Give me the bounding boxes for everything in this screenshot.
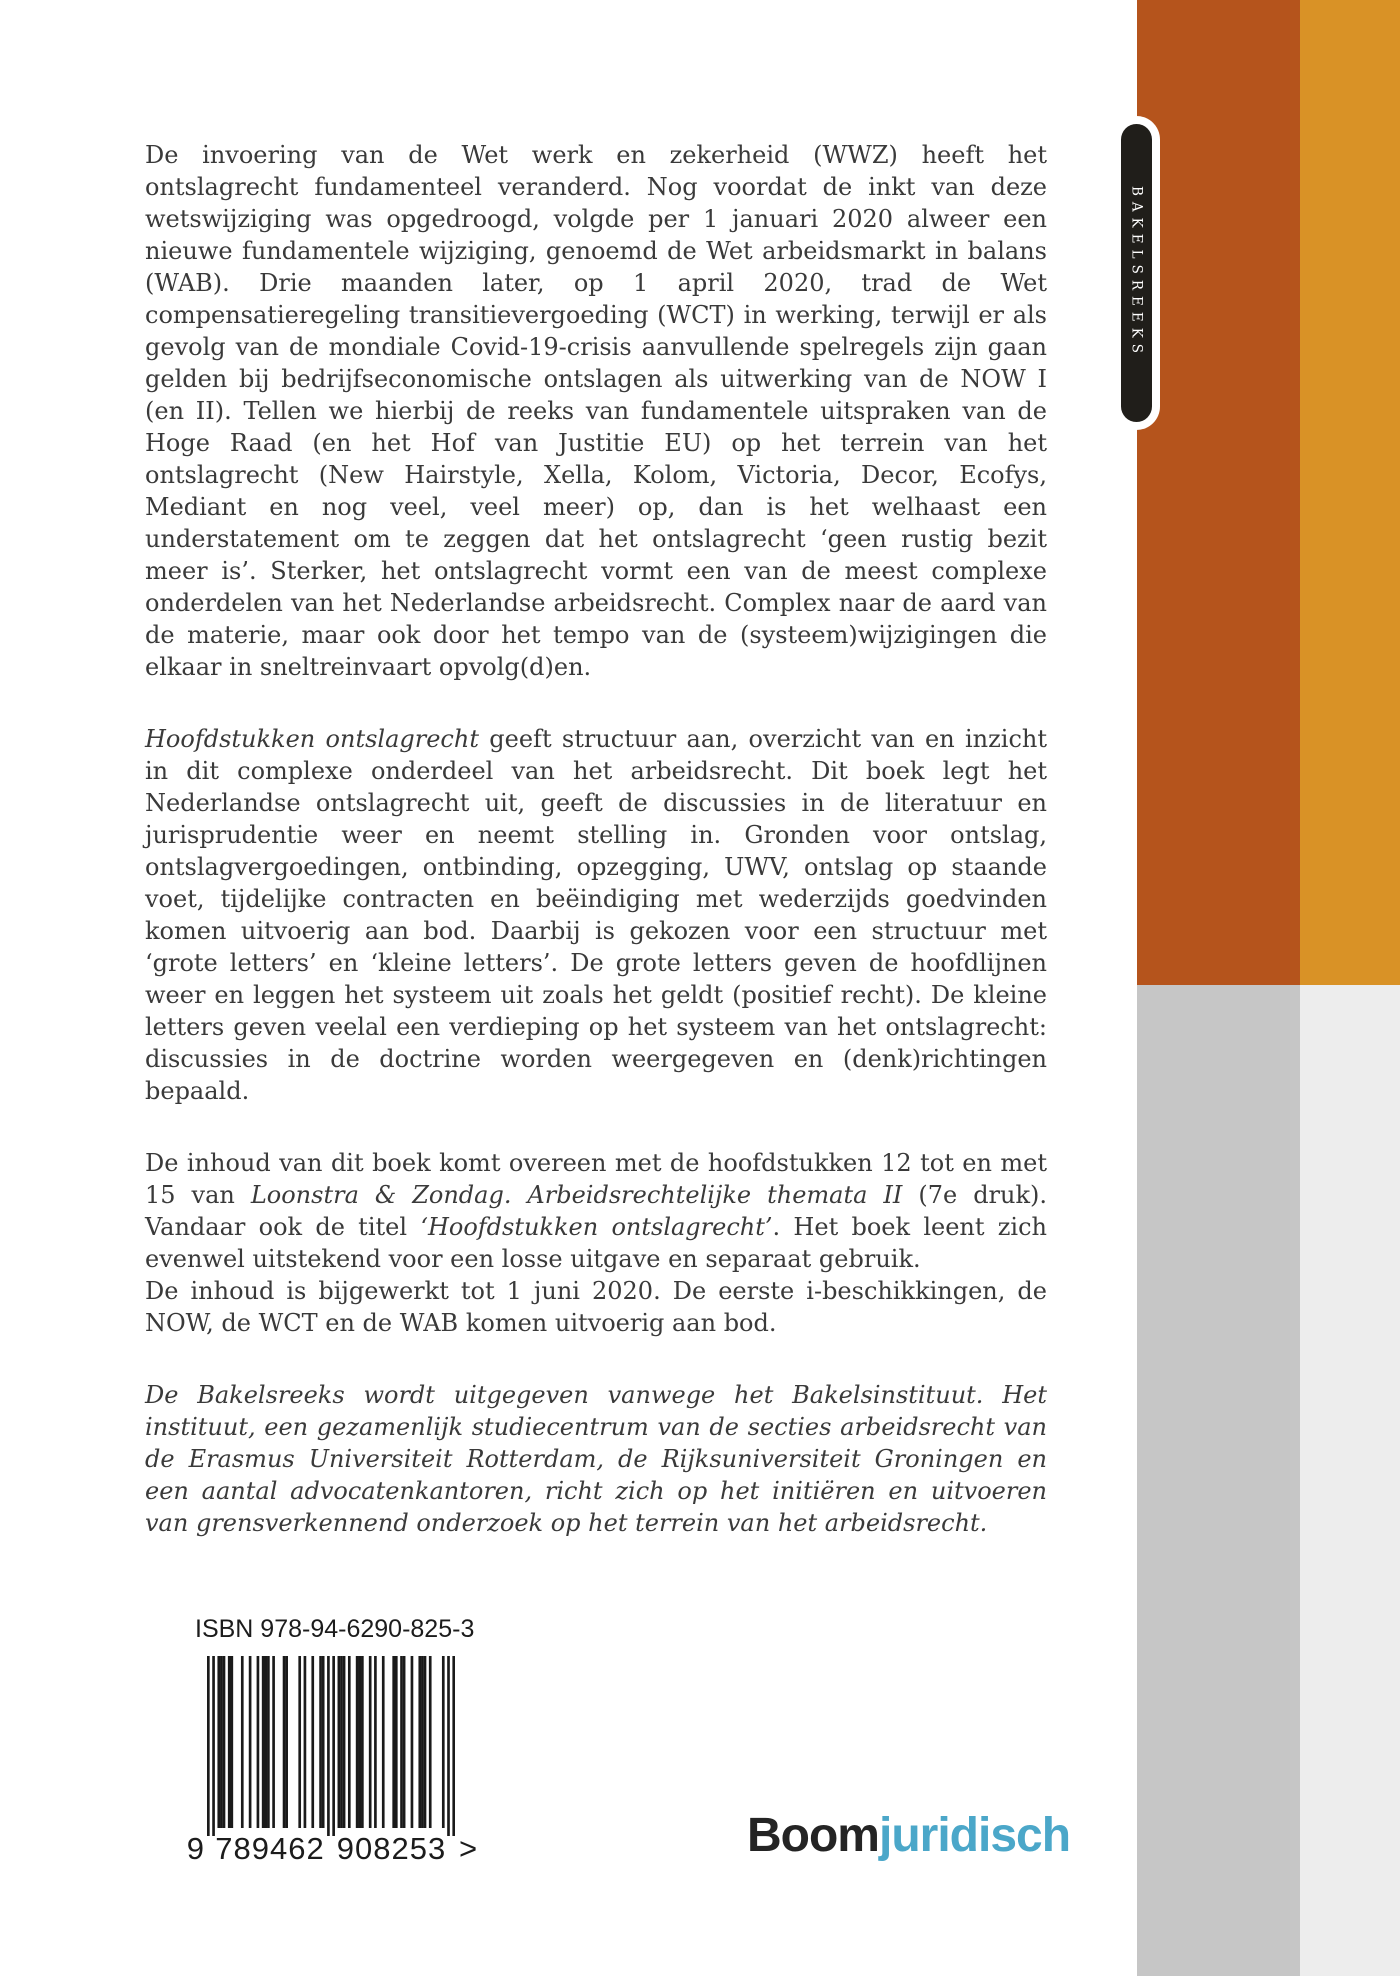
paragraph xyxy=(145,139,1047,683)
text-run-italic: Hoofdstukken ontslagrecht xyxy=(145,725,479,753)
publisher-name-boom: Boom xyxy=(747,1809,879,1862)
stripe-dark-orange xyxy=(1137,0,1300,985)
isbn-label: ISBN 978-94-6290-825-3 xyxy=(195,1615,475,1643)
text-run-italic: De Bakelsreeks wordt uitgegeven vanwege het Bakelsinstituut. Het instituut, een gezamenlijk studiecentrum van de secties arbeidsrecht van de Erasmus Universiteit Rotterdam, de Rijksuniversiteit Groningen en een aantal advocatenkantoren, richt zich op het initiëren en uitvoeren van grensverkennend onderzoek op het terrein van het arbeidsrecht. xyxy=(145,1381,1047,1537)
text-run: geeft structuur aan, overzicht van en inzicht in dit complexe onderdeel van het arbeidsrecht. Dit boek legt het Nederlandse ontslagrecht uit, geeft de discussies in de literatuur en jurisprudentie weer en neemt stelling in. Gronden voor ontslag, ontslagvergoedingen, ontbinding, opzegging, UWV, ontslag op staande voet, tijdelijke contracten en beëindiging met wederzijds goedvinden komen uitvoerig aan bod. Daarbij is gekozen voor een structuur met ‘grote letters’ en ‘kleine letters’. De grote letters geven de hoofdlijnen weer en leggen het systeem uit zoals het geldt (positief recht). De kleine letters geven veelal een verdieping op het systeem van het ontslagrecht: discussies in de doctrine worden weergegeven en (denk)richtingen bepaald. xyxy=(145,725,1047,1105)
text-run: De inhoud is bijgewerkt tot 1 juni 2020. De eerste i-beschikkingen, de NOW, de WCT en de WAB komen uitvoerig aan bod. xyxy=(145,1277,1047,1337)
stripe-gray xyxy=(1137,985,1300,1976)
barcode-digits-left: 789462 xyxy=(215,1831,325,1866)
series-tab-pill xyxy=(1121,124,1152,422)
text-run: (7e druk). Vandaar ook de titel xyxy=(145,1181,1048,1241)
series-tab-label: BAKELSREEKS xyxy=(1128,186,1145,360)
text-run-italic: Loonstra & Zondag. Arbeidsrechtelijke themata II xyxy=(250,1181,903,1209)
barcode-bars xyxy=(207,1656,455,1836)
text-run: De inhoud van dit boek komt overeen met de hoofdstukken 12 tot en met 15 van xyxy=(145,1149,1047,1209)
stripe-light-gray xyxy=(1300,985,1400,1976)
barcode-digits-right: 908253 xyxy=(336,1831,447,1866)
stripe-amber xyxy=(1300,0,1400,985)
publisher-name-juridisch: juridisch xyxy=(878,1809,1071,1862)
series-tab xyxy=(1113,116,1160,430)
paragraph xyxy=(145,1275,1047,1339)
text-run: De invoering van de Wet werk en zekerheid (WWZ) heeft het ontslagrecht fundamenteel veranderd. Nog voordat de inkt van deze wetswijziging was opgedroogd, volgde per 1 januari 2020 alweer een nieuwe fundamentele wijziging, genoemd de Wet arbeidsmarkt in balans (WAB). Drie maanden later, op 1 april 2020, trad de Wet compensatieregeling transitievergoeding (WCT) in werking, terwijl er als gevolg van de mondiale Covid-19-crisis aanvullende spelregels zijn gaan gelden bij bedrijfseconomische ontslagen als uitwerking van de NOW I (en II). Tellen we hierbij de reeks van fundamentele uitspraken van de Hoge Raad (en het Hof van Justitie EU) op het terrein van het ontslagrecht (New Hairstyle, Xella, Kolom, Victoria, Decor, Ecofys, Mediant en nog veel, veel meer) op, dan is het welhaast een understatement om te zeggen dat het ontslagrecht ‘geen rustig bezit meer is’. Sterker, het ontslagrecht vormt een van de meest complexe onderdelen van het Nederlandse arbeidsrecht. Complex naar de aard van de materie, maar ook door het tempo van de (systeem)wijzigingen die elkaar in sneltreinvaart opvolg(d)en. xyxy=(145,141,1047,681)
paragraph xyxy=(145,1147,1047,1275)
text-run-italic: ‘Hoofdstukken ontslagrecht’ xyxy=(420,1213,773,1241)
back-cover-text xyxy=(145,139,1047,1539)
paragraph xyxy=(145,723,1047,1107)
publisher-logo xyxy=(747,1808,1070,1863)
barcode-quiet-zone-arrow: > xyxy=(459,1831,478,1866)
paragraph xyxy=(145,1379,1047,1539)
barcode-digit-lead: 9 xyxy=(186,1831,204,1866)
text-run: . Het boek leent zich evenwel uitstekend voor een losse uitgave en separaat gebruik. xyxy=(145,1213,1048,1273)
